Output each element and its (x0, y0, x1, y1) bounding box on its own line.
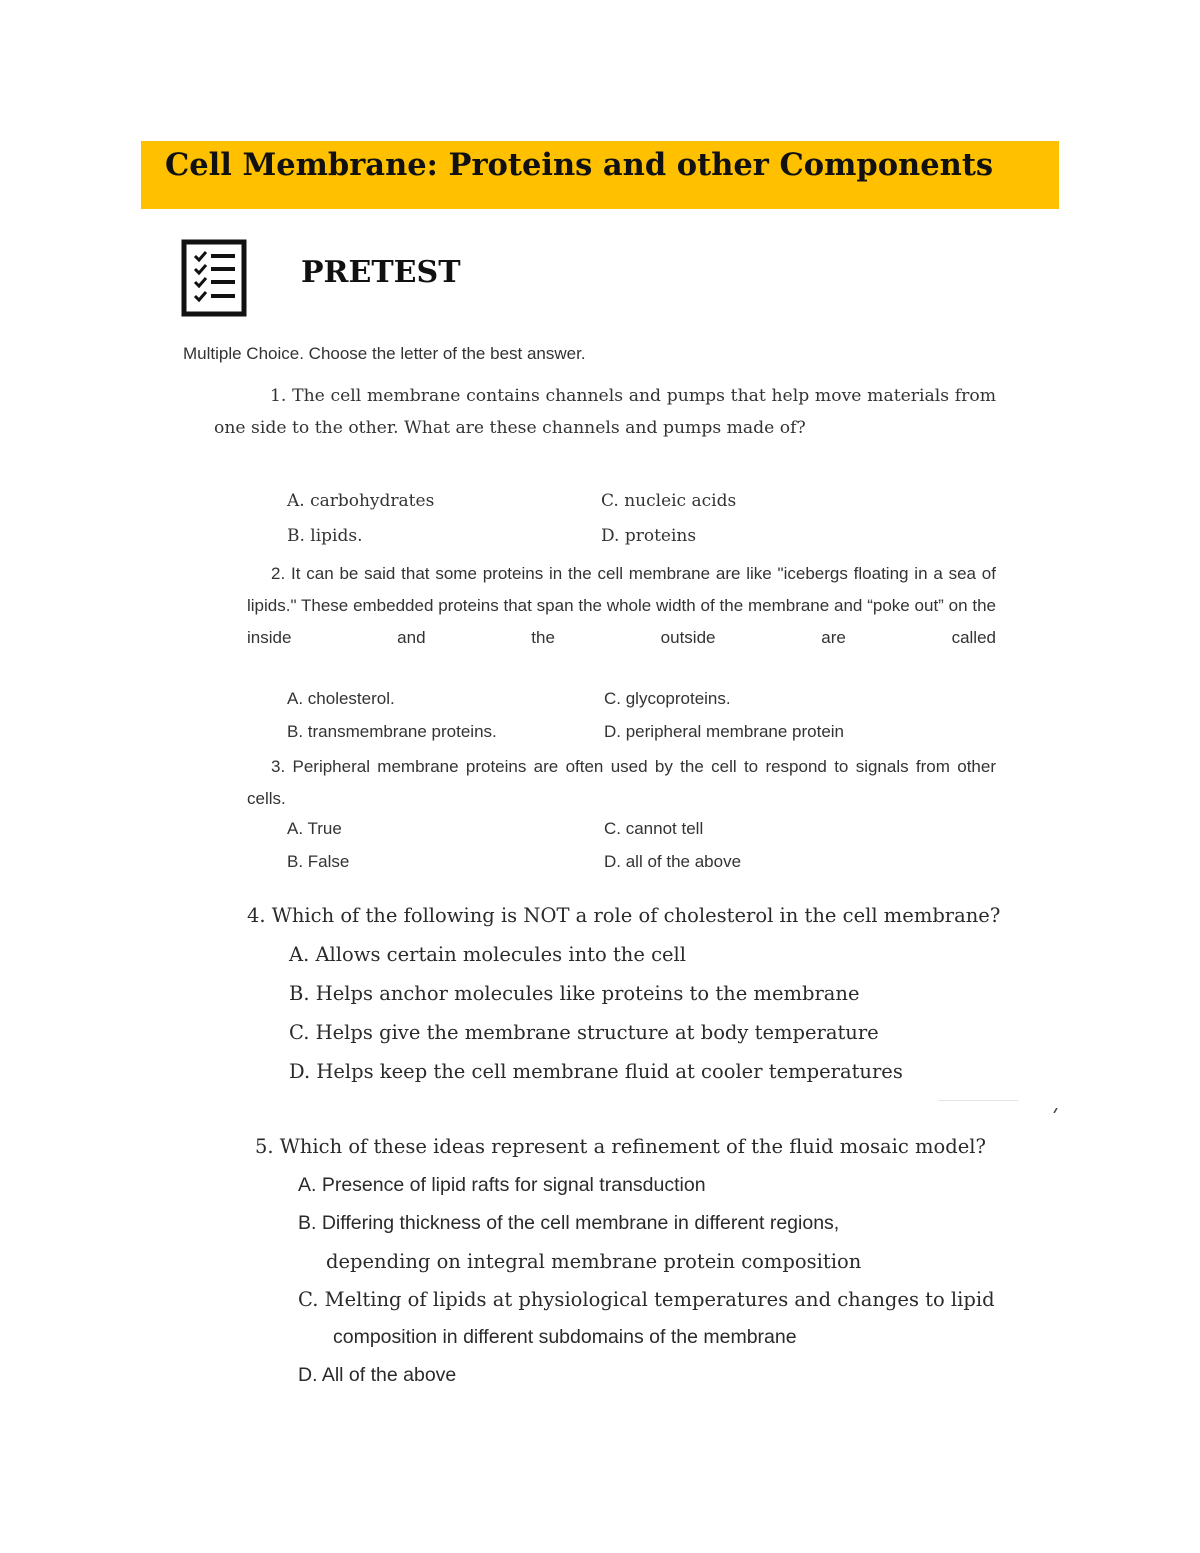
q5-option-c-line2: composition in different subdomains of the membrane (333, 1326, 797, 1348)
q5-option-c-line1: C. Melting of lipids at physiological temperatures and changes to lipid (298, 1288, 995, 1311)
q5-option-b-line2: depending on integral membrane protein composition (326, 1250, 862, 1273)
checklist-icon (181, 239, 247, 317)
q2-option-b: B. transmembrane proteins. (287, 722, 497, 741)
q5-option-d: D. All of the above (298, 1364, 457, 1386)
page-title: Cell Membrane: Proteins and other Components (165, 147, 994, 183)
question-2-stem: 2. It can be said that some proteins in the cell membrane are like "icebergs floating in a sea of lipids." These embedded proteins that span the whole width of the membrane and “poke out” on the inside and the outside are called (247, 564, 996, 647)
q2-option-c: C. glycoproteins. (604, 689, 731, 708)
q4-option-a: A. Allows certain molecules into the cell (289, 943, 687, 966)
question-5-stem: 5. Which of these ideas represent a refinement of the fluid mosaic model? (255, 1135, 986, 1158)
q1-option-d: D. proteins (601, 526, 697, 546)
q5-option-b-line1: B. Differing thickness of the cell membrane in different regions, (298, 1212, 840, 1234)
scan-artifact-dot (1053, 1098, 1058, 1103)
q4-option-c: C. Helps give the membrane structure at body temperature (289, 1021, 879, 1044)
q3-option-c: C. cannot tell (604, 819, 704, 838)
q1-option-a: A. carbohydrates (287, 491, 435, 511)
question-3-stem: 3. Peripheral membrane proteins are often used by the cell to respond to signals from other cells. (247, 757, 996, 808)
q4-option-b: B. Helps anchor molecules like proteins to the membrane (289, 982, 860, 1005)
question-4-stem: 4. Which of the following is NOT a role of cholesterol in the cell membrane? (247, 904, 1001, 927)
q2-option-a: A. cholesterol. (287, 689, 395, 708)
title-banner (141, 141, 1059, 209)
q3-option-a: A. True (287, 819, 342, 838)
pretest-heading: PRETEST (301, 255, 461, 290)
q4-option-d: D. Helps keep the cell membrane fluid at cooler temperatures (289, 1060, 903, 1083)
q1-option-b: B. lipids. (287, 526, 363, 546)
q3-option-b: B. False (287, 852, 350, 871)
q5-option-a: A. Presence of lipid rafts for signal transduction (298, 1174, 706, 1196)
q3-option-d: D. all of the above (604, 852, 742, 871)
scan-artifact-line (938, 1100, 1018, 1101)
instructions-text: Multiple Choice. Choose the letter of the best answer. (183, 344, 586, 363)
q1-option-c: C. nucleic acids (601, 491, 737, 511)
question-1-stem: 1. The cell membrane contains channels and pumps that help move materials from one side to the other. What are these channels and pumps made of? (214, 386, 996, 438)
q2-option-d: D. peripheral membrane protein (604, 722, 845, 741)
